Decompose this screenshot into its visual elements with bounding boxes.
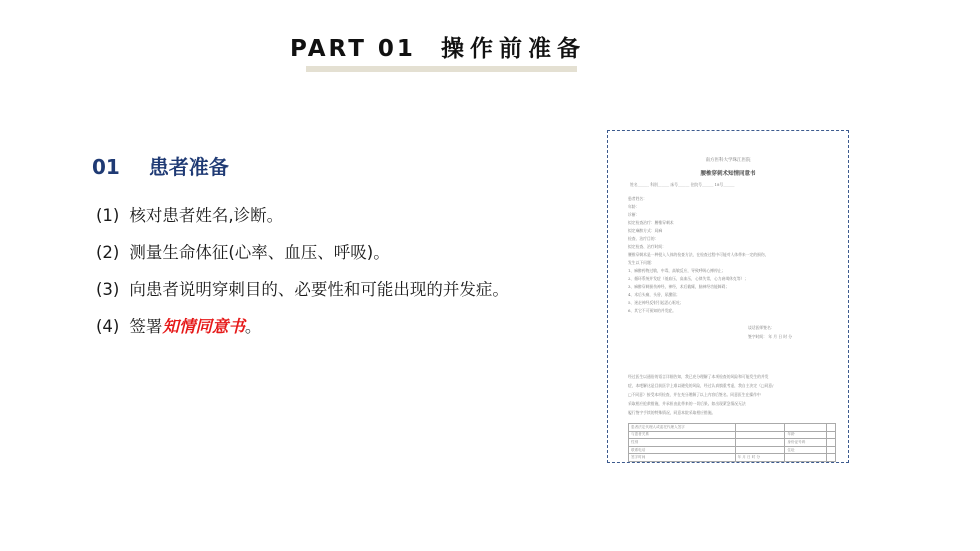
consent-form-image [607, 130, 849, 463]
item-text: 测量生命体征(心率、血压、呼吸)。 [129, 243, 390, 262]
doc-sig-cell [785, 424, 827, 432]
title-text: 操作前准备 [440, 35, 586, 62]
doc-sig-row [629, 424, 836, 432]
list-item [96, 239, 509, 276]
doc-sig-cell: 签字时间 [629, 454, 736, 462]
doc-sig-cell [826, 446, 835, 454]
doc-line: 拟定麻醉方式：局麻 [628, 228, 663, 233]
item-index: (3) [96, 280, 120, 299]
preparation-list [96, 202, 509, 350]
item-index: (2) [96, 243, 120, 262]
doc-sig-cell: 患者法定代理人或委托代理人签字 [629, 424, 736, 432]
doc-para-line: □不同意）接受本项检查，并在充分理解了以上内容后签名。同意医生在操作中 [628, 392, 761, 397]
doc-para-line: 履行签字手续的特殊情况，同意本院采取相应措施。 [628, 410, 716, 415]
item-suffix: 。 [244, 317, 262, 336]
doc-line: 患者姓名： [628, 196, 647, 201]
doc-line: 腰椎穿刺术是一种侵入人体的检查方法，在检查过程中可能对人体带来一定的损伤， [628, 252, 769, 257]
doc-sig-cell [785, 454, 827, 462]
doc-sig-row [629, 454, 836, 462]
doc-doctor-sign: 谈话医师签名： [748, 325, 775, 330]
doc-sig-row [629, 439, 836, 447]
doc-sig-cell [735, 431, 785, 439]
doc-sig-row [629, 446, 836, 454]
doc-sig-cell [826, 424, 835, 432]
title-part: PART 01 [290, 36, 416, 62]
item-index: (4) [96, 317, 120, 336]
section-heading [92, 151, 229, 180]
doc-line: 5、迷走神经反射引起恶心呕吐； [628, 300, 684, 305]
doc-sig-cell: 性别 [629, 439, 736, 447]
doc-signature-table [628, 423, 836, 462]
doc-sig-cell [826, 431, 835, 439]
section-title: 患者准备 [148, 155, 229, 179]
doc-sig-cell: 与患者关系 [629, 431, 736, 439]
doc-para-line: 经过医生以通俗的语言详细告知，我已充分理解了本项检查的风险和可能发生的并发 [628, 374, 769, 379]
doc-doctor-time: 签字时间： 年 月 日 时 分 [748, 334, 793, 339]
doc-line: 4、术后头痛，头昏，尿潴留； [628, 292, 680, 297]
doc-body [628, 195, 838, 315]
list-item [96, 202, 509, 239]
title-underline [306, 66, 577, 72]
doc-sig-cell [826, 454, 835, 462]
doc-sig-cell [826, 439, 835, 447]
doc-sig-cell [735, 424, 785, 432]
doc-sig-cell [735, 446, 785, 454]
doc-line: 6、其它不可预知的并发症。 [628, 308, 676, 313]
doc-paragraph [628, 372, 836, 417]
section-number: 01 [92, 155, 120, 179]
doc-line: 诊断： [628, 212, 640, 217]
item-text: 核对患者姓名,诊断。 [129, 206, 284, 225]
doc-sig-cell: 联系电话 [629, 446, 736, 454]
list-item [96, 276, 509, 313]
doc-hospital: 南方医科大学珠江医院 [705, 158, 751, 163]
doc-line: 拟定检查、治疗时间： [628, 244, 666, 249]
doc-para-line: 采取相应抢救措施，并承担由此带来的一切后果。如出现紧急情况无法 [628, 401, 746, 406]
doc-line: 2、循环系统并发症（低血压，高血压，心律失常，心力衰竭休克等）； [628, 276, 749, 281]
doc-sig-cell: 年 月 日 时 分 [735, 454, 785, 462]
doc-line: 拟定检查治疗：腰椎穿刺术 [628, 220, 674, 225]
doc-sig-cell: 住址 [785, 446, 827, 454]
doc-sig-cell: 身份证号码 [785, 439, 827, 447]
doc-line: 3、麻醉穿刺损伤神经，神经，术后截瘫，脑神经功能障碍； [628, 284, 730, 289]
doc-meta: 姓名______ 科别______ 床号______ 住院号______ 18号______ [630, 182, 735, 187]
item-text: 签署 [129, 317, 163, 336]
doc-sig-row [629, 431, 836, 439]
item-text: 向患者说明穿刺目的、必要性和可能出现的并发症。 [129, 280, 509, 299]
doc-sig-cell: 年龄 [785, 431, 827, 439]
consent-form-highlight: 知情同意书 [162, 317, 245, 336]
doc-sig-cell [735, 439, 785, 447]
doc-para-line: 症，本吧解这是目前医学上难以避免的风险，经过认真慎重考虑，我自主决定（□同意/ [628, 383, 774, 388]
doc-title: 腰椎穿刺术知情同意书 [700, 171, 756, 177]
doc-line: 年龄： [628, 204, 640, 209]
doc-line: 检查、治疗目的： [628, 236, 659, 241]
doc-line: 发生以下问题： [628, 260, 655, 265]
doc-line: 1、麻醉药物过敏，中毒，高敏反应，导致呼吸心搏停止； [628, 268, 726, 273]
list-item [96, 313, 509, 350]
item-index: (1) [96, 206, 120, 225]
slide-title [290, 30, 586, 63]
